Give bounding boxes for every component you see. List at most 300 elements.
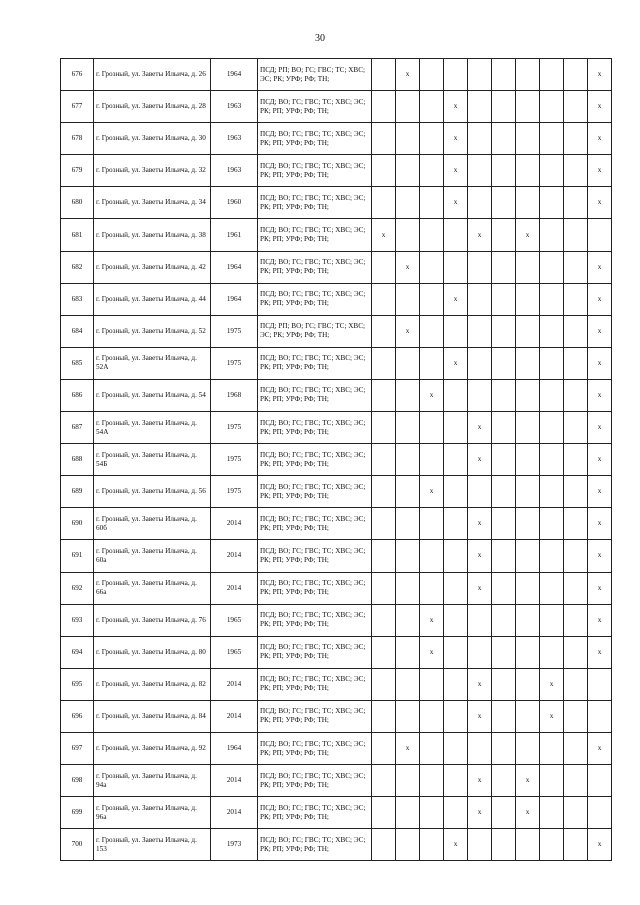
- mark-cell: x: [588, 604, 612, 636]
- address-cell: г. Грозный, ул. Заветы Ильича, д. 54Б: [94, 444, 211, 476]
- mark-cell: [372, 59, 396, 91]
- services-cell: ПСД; ВО; ГС; ГВС; ТС; ХВС; ЭС; РК; РП; УРФ; РФ; ТН;: [258, 347, 372, 379]
- mark-cell: [492, 476, 516, 508]
- mark-cell: [468, 379, 492, 411]
- mark-cell: x: [444, 91, 468, 123]
- mark-cell: [492, 444, 516, 476]
- mark-cell: x: [420, 604, 444, 636]
- services-cell: ПСД; ВО; ГС; ГВС; ТС; ХВС; ЭС; РК; РП; УРФ; РФ; ТН;: [258, 829, 372, 861]
- mark-cell: [444, 476, 468, 508]
- row-number-cell: 677: [61, 91, 94, 123]
- mark-cell: x: [468, 540, 492, 572]
- mark-cell: [468, 476, 492, 508]
- row-number-cell: 691: [61, 540, 94, 572]
- mark-cell: [492, 379, 516, 411]
- mark-cell: [468, 829, 492, 861]
- row-number-cell: 697: [61, 732, 94, 764]
- mark-cell: [516, 636, 540, 668]
- services-cell: ПСД; ВО; ГС; ГВС; ТС; ХВС; ЭС; РК; РП; УРФ; РФ; ТН;: [258, 572, 372, 604]
- row-number-cell: 700: [61, 829, 94, 861]
- year-built-cell: 1963: [211, 123, 258, 155]
- housing-register-table: [60, 58, 612, 861]
- mark-cell: [516, 604, 540, 636]
- table-row: [61, 315, 612, 347]
- mark-cell: [396, 765, 420, 797]
- mark-cell: [588, 219, 612, 251]
- table-row: [61, 797, 612, 829]
- mark-cell: [396, 540, 420, 572]
- year-built-cell: 2014: [211, 508, 258, 540]
- mark-cell: [492, 347, 516, 379]
- mark-cell: x: [540, 668, 564, 700]
- mark-cell: x: [468, 412, 492, 444]
- services-cell: ПСД; ВО; ГС; ГВС; ТС; ХВС; ЭС; РК; РП; УРФ; РФ; ТН;: [258, 636, 372, 668]
- mark-cell: [540, 123, 564, 155]
- mark-cell: [564, 91, 588, 123]
- row-number-cell: 679: [61, 155, 94, 187]
- year-built-cell: 2014: [211, 797, 258, 829]
- mark-cell: x: [588, 540, 612, 572]
- services-cell: ПСД; ВО; ГС; ГВС; ТС; ХВС; ЭС; РК; РП; УРФ; РФ; ТН;: [258, 668, 372, 700]
- mark-cell: [564, 476, 588, 508]
- mark-cell: x: [396, 315, 420, 347]
- mark-cell: [396, 283, 420, 315]
- mark-cell: x: [444, 283, 468, 315]
- mark-cell: [564, 315, 588, 347]
- year-built-cell: 1964: [211, 251, 258, 283]
- mark-cell: [396, 91, 420, 123]
- year-built-cell: 1968: [211, 379, 258, 411]
- row-number-cell: 689: [61, 476, 94, 508]
- table-row: [61, 283, 612, 315]
- year-built-cell: 1975: [211, 444, 258, 476]
- mark-cell: [492, 540, 516, 572]
- mark-cell: [492, 91, 516, 123]
- row-number-cell: 687: [61, 412, 94, 444]
- table-row: [61, 508, 612, 540]
- year-built-cell: 1965: [211, 604, 258, 636]
- mark-cell: x: [516, 219, 540, 251]
- mark-cell: [396, 123, 420, 155]
- mark-cell: [492, 636, 516, 668]
- mark-cell: [516, 379, 540, 411]
- mark-cell: [420, 59, 444, 91]
- mark-cell: [516, 155, 540, 187]
- mark-cell: [420, 540, 444, 572]
- mark-cell: x: [468, 700, 492, 732]
- mark-cell: [540, 572, 564, 604]
- table-row: [61, 829, 612, 861]
- year-built-cell: 1960: [211, 187, 258, 219]
- mark-cell: [516, 123, 540, 155]
- mark-cell: x: [588, 572, 612, 604]
- mark-cell: x: [468, 668, 492, 700]
- mark-cell: x: [444, 829, 468, 861]
- mark-cell: [516, 283, 540, 315]
- row-number-cell: 676: [61, 59, 94, 91]
- services-cell: ПСД; ВО; ГС; ГВС; ТС; ХВС; ЭС; РК; РП; УРФ; РФ; ТН;: [258, 283, 372, 315]
- mark-cell: [564, 508, 588, 540]
- mark-cell: [420, 700, 444, 732]
- mark-cell: [420, 315, 444, 347]
- mark-cell: x: [588, 251, 612, 283]
- row-number-cell: 685: [61, 347, 94, 379]
- mark-cell: [588, 765, 612, 797]
- mark-cell: [396, 604, 420, 636]
- mark-cell: [492, 59, 516, 91]
- services-cell: ПСД; ВО; ГС; ГВС; ТС; ХВС; ЭС; РК; РП; УРФ; РФ; ТН;: [258, 732, 372, 764]
- table-row: [61, 700, 612, 732]
- address-cell: г. Грозный, ул. Заветы Ильича, д. 94а: [94, 765, 211, 797]
- mark-cell: [492, 572, 516, 604]
- mark-cell: [444, 636, 468, 668]
- mark-cell: [396, 379, 420, 411]
- year-built-cell: 1963: [211, 91, 258, 123]
- table-row: [61, 765, 612, 797]
- mark-cell: x: [588, 347, 612, 379]
- year-built-cell: 1973: [211, 829, 258, 861]
- mark-cell: x: [444, 123, 468, 155]
- services-cell: ПСД; ВО; ГС; ГВС; ТС; ХВС; ЭС; РК; РП; УРФ; РФ; ТН;: [258, 540, 372, 572]
- year-built-cell: 2014: [211, 540, 258, 572]
- table-row: [61, 379, 612, 411]
- mark-cell: [444, 444, 468, 476]
- mark-cell: [396, 700, 420, 732]
- mark-cell: [444, 668, 468, 700]
- mark-cell: [468, 91, 492, 123]
- table-row: [61, 476, 612, 508]
- year-built-cell: 2014: [211, 572, 258, 604]
- table-row: [61, 444, 612, 476]
- mark-cell: [540, 251, 564, 283]
- mark-cell: [468, 636, 492, 668]
- mark-cell: [468, 59, 492, 91]
- mark-cell: [564, 59, 588, 91]
- mark-cell: [420, 187, 444, 219]
- table-row: [61, 732, 612, 764]
- mark-cell: [516, 91, 540, 123]
- mark-cell: [420, 219, 444, 251]
- row-number-cell: 678: [61, 123, 94, 155]
- mark-cell: [420, 797, 444, 829]
- mark-cell: [516, 347, 540, 379]
- mark-cell: [396, 412, 420, 444]
- mark-cell: [492, 732, 516, 764]
- services-cell: ПСД; ВО; ГС; ГВС; ТС; ХВС; ЭС; РК; РП; УРФ; РФ; ТН;: [258, 604, 372, 636]
- mark-cell: [564, 123, 588, 155]
- mark-cell: x: [396, 732, 420, 764]
- mark-cell: [444, 508, 468, 540]
- mark-cell: [420, 155, 444, 187]
- mark-cell: x: [468, 444, 492, 476]
- mark-cell: x: [588, 412, 612, 444]
- mark-cell: [564, 155, 588, 187]
- mark-cell: [396, 187, 420, 219]
- year-built-cell: 1964: [211, 732, 258, 764]
- mark-cell: [492, 829, 516, 861]
- mark-cell: [420, 444, 444, 476]
- mark-cell: [516, 668, 540, 700]
- mark-cell: [396, 444, 420, 476]
- mark-cell: [540, 187, 564, 219]
- address-cell: г. Грозный, ул. Заветы Ильича, д. 34: [94, 187, 211, 219]
- mark-cell: [588, 700, 612, 732]
- row-number-cell: 692: [61, 572, 94, 604]
- mark-cell: [372, 379, 396, 411]
- mark-cell: [444, 797, 468, 829]
- mark-cell: [492, 315, 516, 347]
- mark-cell: [396, 219, 420, 251]
- year-built-cell: 1975: [211, 315, 258, 347]
- services-cell: ПСД; ВО; ГС; ГВС; ТС; ХВС; ЭС; РК; РП; УРФ; РФ; ТН;: [258, 91, 372, 123]
- row-number-cell: 699: [61, 797, 94, 829]
- mark-cell: [540, 765, 564, 797]
- services-cell: ПСД; ВО; ГС; ГВС; ТС; ХВС; ЭС; РК; РП; УРФ; РФ; ТН;: [258, 797, 372, 829]
- address-cell: г. Грозный, ул. Заветы Ильича, д. 38: [94, 219, 211, 251]
- mark-cell: [372, 123, 396, 155]
- services-cell: ПСД; ВО; ГС; ГВС; ТС; ХВС; ЭС; РК; РП; УРФ; РФ; ТН;: [258, 508, 372, 540]
- mark-cell: [372, 476, 396, 508]
- table-row: [61, 347, 612, 379]
- table-row: [61, 91, 612, 123]
- mark-cell: [372, 829, 396, 861]
- mark-cell: [516, 540, 540, 572]
- address-cell: г. Грозный, ул. Заветы Ильича, д. 28: [94, 91, 211, 123]
- table-row: [61, 187, 612, 219]
- mark-cell: x: [468, 572, 492, 604]
- mark-cell: [372, 540, 396, 572]
- mark-cell: [564, 444, 588, 476]
- mark-cell: [540, 444, 564, 476]
- mark-cell: [372, 636, 396, 668]
- mark-cell: x: [396, 59, 420, 91]
- mark-cell: [396, 829, 420, 861]
- mark-cell: [540, 797, 564, 829]
- table-row: [61, 412, 612, 444]
- services-cell: ПСД; ВО; ГС; ГВС; ТС; ХВС; ЭС; РК; РП; УРФ; РФ; ТН;: [258, 412, 372, 444]
- mark-cell: [492, 797, 516, 829]
- table-row: [61, 59, 612, 91]
- mark-cell: [372, 572, 396, 604]
- table-body: [61, 59, 612, 861]
- mark-cell: [420, 572, 444, 604]
- table-row: [61, 604, 612, 636]
- mark-cell: [420, 123, 444, 155]
- services-cell: ПСД; РП; ВО; ГС; ГВС; ТС; ХВС; ЭС; РК; УРФ; РФ; ТН;: [258, 59, 372, 91]
- mark-cell: x: [588, 315, 612, 347]
- mark-cell: [492, 604, 516, 636]
- mark-cell: [420, 765, 444, 797]
- mark-cell: x: [540, 700, 564, 732]
- row-number-cell: 683: [61, 283, 94, 315]
- mark-cell: [564, 668, 588, 700]
- services-cell: ПСД; ВО; ГС; ГВС; ТС; ХВС; ЭС; РК; РП; УРФ; РФ; ТН;: [258, 444, 372, 476]
- table-row: [61, 155, 612, 187]
- mark-cell: [516, 732, 540, 764]
- mark-cell: [468, 155, 492, 187]
- services-cell: ПСД; ВО; ГС; ГВС; ТС; ХВС; ЭС; РК; РП; УРФ; РФ; ТН;: [258, 219, 372, 251]
- mark-cell: [540, 829, 564, 861]
- table-row: [61, 219, 612, 251]
- mark-cell: [468, 187, 492, 219]
- year-built-cell: 1961: [211, 219, 258, 251]
- mark-cell: x: [516, 797, 540, 829]
- address-cell: г. Грозный, ул. Заветы Ильича, д. 54А: [94, 412, 211, 444]
- row-number-cell: 684: [61, 315, 94, 347]
- mark-cell: [420, 732, 444, 764]
- mark-cell: [372, 732, 396, 764]
- mark-cell: x: [588, 59, 612, 91]
- services-cell: ПСД; ВО; ГС; ГВС; ТС; ХВС; ЭС; РК; РП; УРФ; РФ; ТН;: [258, 700, 372, 732]
- mark-cell: [564, 765, 588, 797]
- mark-cell: [564, 412, 588, 444]
- mark-cell: x: [444, 187, 468, 219]
- mark-cell: x: [588, 283, 612, 315]
- mark-cell: [564, 219, 588, 251]
- mark-cell: [516, 829, 540, 861]
- mark-cell: [372, 412, 396, 444]
- mark-cell: [516, 572, 540, 604]
- mark-cell: [372, 797, 396, 829]
- mark-cell: [564, 604, 588, 636]
- table-row: [61, 572, 612, 604]
- mark-cell: [372, 604, 396, 636]
- mark-cell: [516, 508, 540, 540]
- mark-cell: [372, 155, 396, 187]
- table-row: [61, 668, 612, 700]
- mark-cell: [516, 412, 540, 444]
- mark-cell: [444, 765, 468, 797]
- mark-cell: [540, 91, 564, 123]
- mark-cell: x: [588, 155, 612, 187]
- mark-cell: [420, 91, 444, 123]
- services-cell: ПСД; ВО; ГС; ГВС; ТС; ХВС; ЭС; РК; РП; УРФ; РФ; ТН;: [258, 251, 372, 283]
- mark-cell: x: [516, 765, 540, 797]
- mark-cell: [516, 187, 540, 219]
- address-cell: г. Грозный, ул. Заветы Ильича, д. 54: [94, 379, 211, 411]
- mark-cell: [492, 668, 516, 700]
- mark-cell: [396, 347, 420, 379]
- mark-cell: [588, 797, 612, 829]
- mark-cell: [372, 508, 396, 540]
- mark-cell: [516, 444, 540, 476]
- row-number-cell: 686: [61, 379, 94, 411]
- mark-cell: x: [588, 508, 612, 540]
- mark-cell: x: [420, 476, 444, 508]
- address-cell: г. Грозный, ул. Заветы Ильича, д. 96а: [94, 797, 211, 829]
- mark-cell: [492, 123, 516, 155]
- mark-cell: [564, 283, 588, 315]
- mark-cell: [444, 219, 468, 251]
- table-row: [61, 251, 612, 283]
- mark-cell: [372, 251, 396, 283]
- address-cell: г. Грозный, ул. Заветы Ильича, д. 66а: [94, 572, 211, 604]
- row-number-cell: 695: [61, 668, 94, 700]
- address-cell: г. Грозный, ул. Заветы Ильича, д. 92: [94, 732, 211, 764]
- mark-cell: [372, 668, 396, 700]
- address-cell: г. Грозный, ул. Заветы Ильича, д. 52А: [94, 347, 211, 379]
- address-cell: г. Грозный, ул. Заветы Ильича, д. 26: [94, 59, 211, 91]
- mark-cell: x: [420, 636, 444, 668]
- mark-cell: [540, 540, 564, 572]
- mark-cell: [564, 251, 588, 283]
- mark-cell: [396, 572, 420, 604]
- mark-cell: [444, 59, 468, 91]
- mark-cell: [372, 700, 396, 732]
- mark-cell: [492, 219, 516, 251]
- mark-cell: [564, 700, 588, 732]
- address-cell: г. Грозный, ул. Заветы Ильича, д. 52: [94, 315, 211, 347]
- mark-cell: [540, 508, 564, 540]
- mark-cell: [444, 412, 468, 444]
- mark-cell: x: [588, 829, 612, 861]
- mark-cell: [420, 251, 444, 283]
- mark-cell: [420, 668, 444, 700]
- mark-cell: [372, 765, 396, 797]
- mark-cell: [540, 732, 564, 764]
- table-row: [61, 636, 612, 668]
- mark-cell: [468, 251, 492, 283]
- address-cell: г. Грозный, ул. Заветы Ильича, д. 42: [94, 251, 211, 283]
- row-number-cell: 693: [61, 604, 94, 636]
- table-row: [61, 123, 612, 155]
- row-number-cell: 682: [61, 251, 94, 283]
- address-cell: г. Грозный, ул. Заветы Ильича, д. 153: [94, 829, 211, 861]
- mark-cell: [468, 315, 492, 347]
- mark-cell: [372, 283, 396, 315]
- mark-cell: [468, 123, 492, 155]
- mark-cell: [372, 91, 396, 123]
- mark-cell: x: [444, 155, 468, 187]
- mark-cell: [492, 765, 516, 797]
- mark-cell: x: [444, 347, 468, 379]
- mark-cell: [540, 636, 564, 668]
- mark-cell: [564, 829, 588, 861]
- year-built-cell: 1964: [211, 59, 258, 91]
- mark-cell: x: [588, 444, 612, 476]
- mark-cell: [564, 636, 588, 668]
- mark-cell: [564, 187, 588, 219]
- mark-cell: [540, 219, 564, 251]
- services-cell: ПСД; ВО; ГС; ГВС; ТС; ХВС; ЭС; РК; РП; УРФ; РФ; ТН;: [258, 765, 372, 797]
- mark-cell: [420, 347, 444, 379]
- mark-cell: x: [588, 91, 612, 123]
- mark-cell: [468, 283, 492, 315]
- mark-cell: x: [588, 476, 612, 508]
- row-number-cell: 688: [61, 444, 94, 476]
- mark-cell: x: [468, 508, 492, 540]
- mark-cell: x: [588, 123, 612, 155]
- year-built-cell: 1975: [211, 347, 258, 379]
- mark-cell: [420, 829, 444, 861]
- mark-cell: [372, 444, 396, 476]
- mark-cell: [588, 668, 612, 700]
- mark-cell: x: [396, 251, 420, 283]
- table-row: [61, 540, 612, 572]
- mark-cell: [540, 379, 564, 411]
- mark-cell: x: [372, 219, 396, 251]
- mark-cell: [540, 412, 564, 444]
- mark-cell: [540, 347, 564, 379]
- year-built-cell: 1975: [211, 476, 258, 508]
- address-cell: г. Грозный, ул. Заветы Ильича, д. 60а: [94, 540, 211, 572]
- mark-cell: [444, 604, 468, 636]
- year-built-cell: 1964: [211, 283, 258, 315]
- mark-cell: [372, 347, 396, 379]
- address-cell: г. Грозный, ул. Заветы Ильича, д. 76: [94, 604, 211, 636]
- mark-cell: [396, 155, 420, 187]
- address-cell: г. Грозный, ул. Заветы Ильича, д. 44: [94, 283, 211, 315]
